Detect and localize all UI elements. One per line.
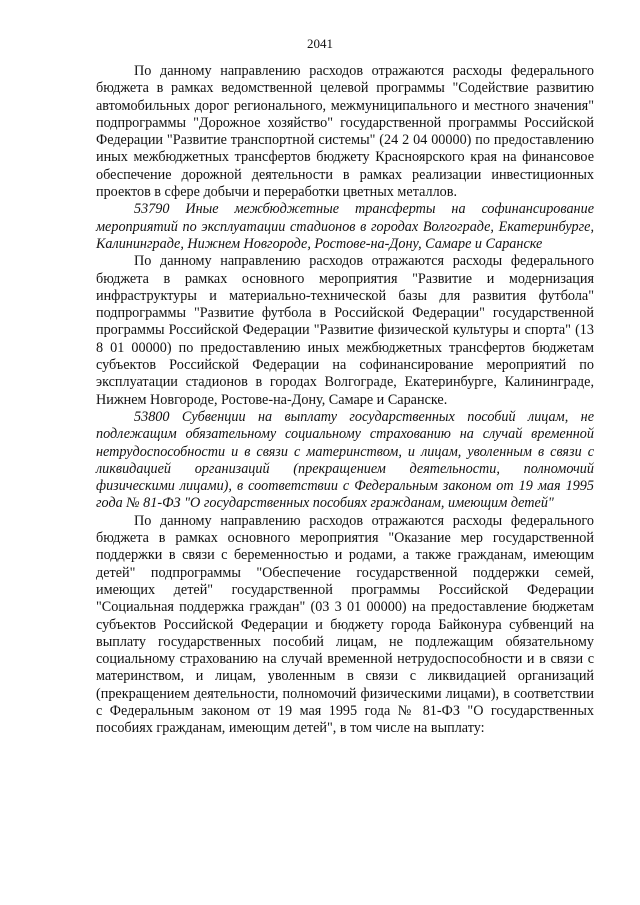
document-body <box>96 63 594 738</box>
heading-53790-stadium-transfers: 53790 Иные межбюджетные трансферты на софинансирование мероприятий по эксплуатации стадионов в городах Волгограде, Екатеринбурге, Калининграде, Нижнем Новгороде, Ростове-на-Дону, Самаре и Саранске <box>96 201 594 252</box>
page-number: 2041 <box>307 36 333 51</box>
paragraph-benefit-funding-description: По данному направлению расходов отражаются расходы федерального бюджета в рамках основного мероприятия "Оказание мер государственной поддержки в связи с беременностью и родами, а также гражданам, имеющим детей" подпрограммы "Обеспечение государственной поддержки семей, имеющих детей" государственной программы Российской Федерации "Социальная поддержка граждан" (03 3 01 00000) на предоставление бюджетам субъектов Российской Федерации и бюджету города Байконура субвенций на выплату государственных пособий лицам, не подлежащим обязательному социальному страхованию на случай временной нетрудоспособности и в связи с материнством, и лицам, уволенным в связи с ликвидацией организаций (прекращением деятельности, полномочий физическими лицами), в соответствии с Федеральным законом от 19 мая 1995 года № 81-ФЗ "О государственных пособиях гражданам, имеющим детей", в том числе на выплату: <box>96 512 594 737</box>
paragraph-road-funding-description: По данному направлению расходов отражаются расходы федерального бюджета в рамках ведомственной целевой программы "Содействие развитию автомобильных дорог регионального, межмуниципального и местного значения" подпрограммы "Дорожное хозяйство" государственной программы Российской Федерации "Развитие транспортной системы" (24 2 04 00000) по предоставлению иных межбюджетных трансфертов бюджету Красноярского края на финансовое обеспечение дорожной деятельности в рамках реализации инвестиционных проектов в сфере добычи и переработки цветных металлов. <box>96 63 594 201</box>
paragraph-stadium-funding-description: По данному направлению расходов отражаются расходы федерального бюджета в рамках основного мероприятия "Развитие и модернизация инфраструктуры и материально-технической базы для развития футбола" подпрограммы "Развитие футбола в Российской Федерации" государственной программы Российской Федерации "Развитие физической культуры и спорта" (13 8 01 00000) по предоставлению иных межбюджетных трансфертов бюджетам субъектов Российской Федерации на софинансирование мероприятий по эксплуатации стадионов в городах Волгограде, Екатеринбурге, Калининграде, Нижнем Новгороде, Ростове-на-Дону, Самаре и Саранске. <box>96 253 594 408</box>
heading-53800-benefit-subventions: 53800 Субвенции на выплату государственных пособий лицам, не подлежащим обязательному социальному страхованию на случай временной нетрудоспособности и в связи с материнством, и лицам, уволенным в связи с ликвидацией организаций (прекращением деятельности, полномочий физическими лицами), в соответствии с Федеральным законом от 19 мая 1995 года № 81-ФЗ "О государственных пособиях гражданам, имеющим детей" <box>96 408 594 512</box>
